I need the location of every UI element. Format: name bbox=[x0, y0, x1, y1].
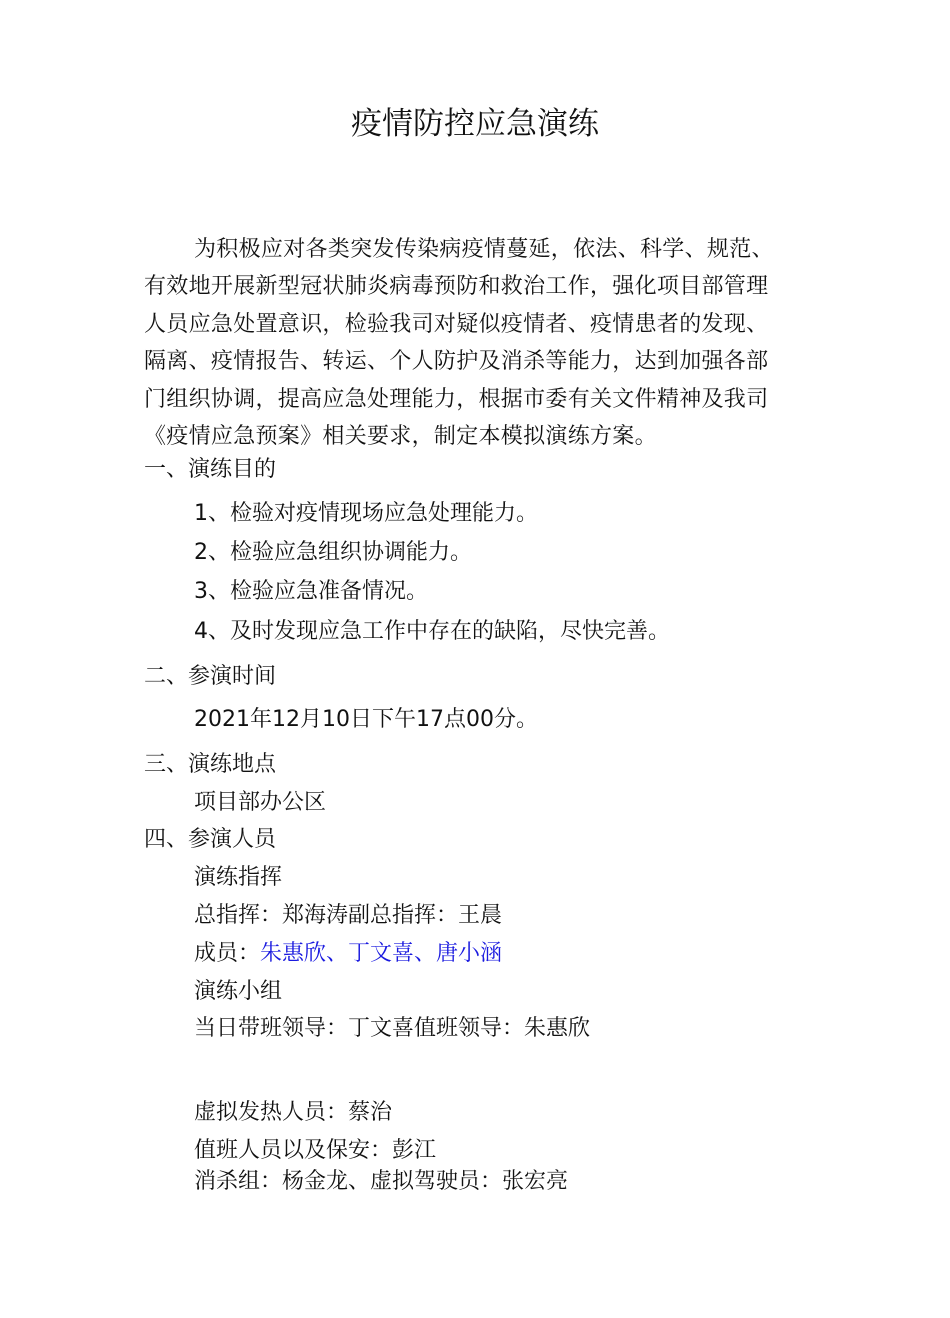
section-heading-location: 三、演练地点 bbox=[144, 752, 277, 777]
members-line bbox=[194, 939, 502, 969]
purpose-item: 4、及时发现应急工作中存在的缺陷，尽快完善。 bbox=[194, 619, 670, 644]
team-label: 演练小组 bbox=[194, 979, 283, 1004]
section-heading-time: 二、参演时间 bbox=[144, 664, 277, 689]
intro-line: 门组织协调，提高应急处理能力，根据市委有关文件精神及我司 bbox=[144, 386, 769, 412]
purpose-item: 3、检验应急准备情况。 bbox=[194, 579, 428, 604]
intro-line: 《疫情应急预案》相关要求，制定本模拟演练方案。 bbox=[144, 424, 657, 450]
intro-line: 为积极应对各类突发传染病疫情蔓延，依法、科学、规范、 bbox=[194, 237, 774, 262]
document-title: 疫情防控应急演练 bbox=[351, 106, 599, 142]
intro-paragraph bbox=[144, 231, 808, 455]
command-label: 演练指挥 bbox=[194, 865, 283, 890]
exercise-time: 2021年12月10日下午17点00分。 bbox=[194, 707, 538, 732]
purpose-item: 2、检验应急组织协调能力。 bbox=[194, 540, 472, 565]
intro-line: 有效地开展新型冠状肺炎病毒预防和救治工作，强化项目部管理 bbox=[144, 274, 769, 300]
duty-leaders-line: 当日带班领导：丁文喜值班领导：朱惠欣 bbox=[194, 1016, 591, 1041]
purpose-item: 1、检验对疫情现场应急处理能力。 bbox=[194, 501, 538, 526]
members-names: 朱惠欣、丁文喜、唐小涵 bbox=[260, 941, 503, 966]
commander-line: 总指挥：郑海涛副总指挥：王晨 bbox=[194, 903, 503, 928]
section-heading-personnel: 四、参演人员 bbox=[144, 827, 277, 852]
section-heading-purpose: 一、演练目的 bbox=[144, 457, 277, 482]
members-label: 成员： bbox=[194, 941, 261, 966]
disinfection-line: 消杀组：杨金龙、虚拟驾驶员：张宏亮 bbox=[194, 1169, 569, 1194]
intro-line: 人员应急处置意识，检验我司对疑似疫情者、疫情患者的发现、 bbox=[144, 311, 769, 337]
fever-person-line: 虚拟发热人员：蔡治 bbox=[194, 1100, 393, 1125]
guard-line: 值班人员以及保安：彭江 bbox=[194, 1138, 437, 1163]
exercise-location: 项目部办公区 bbox=[194, 790, 327, 815]
intro-line: 隔离、疫情报告、转运、个人防护及消杀等能力，达到加强各部 bbox=[144, 349, 769, 375]
